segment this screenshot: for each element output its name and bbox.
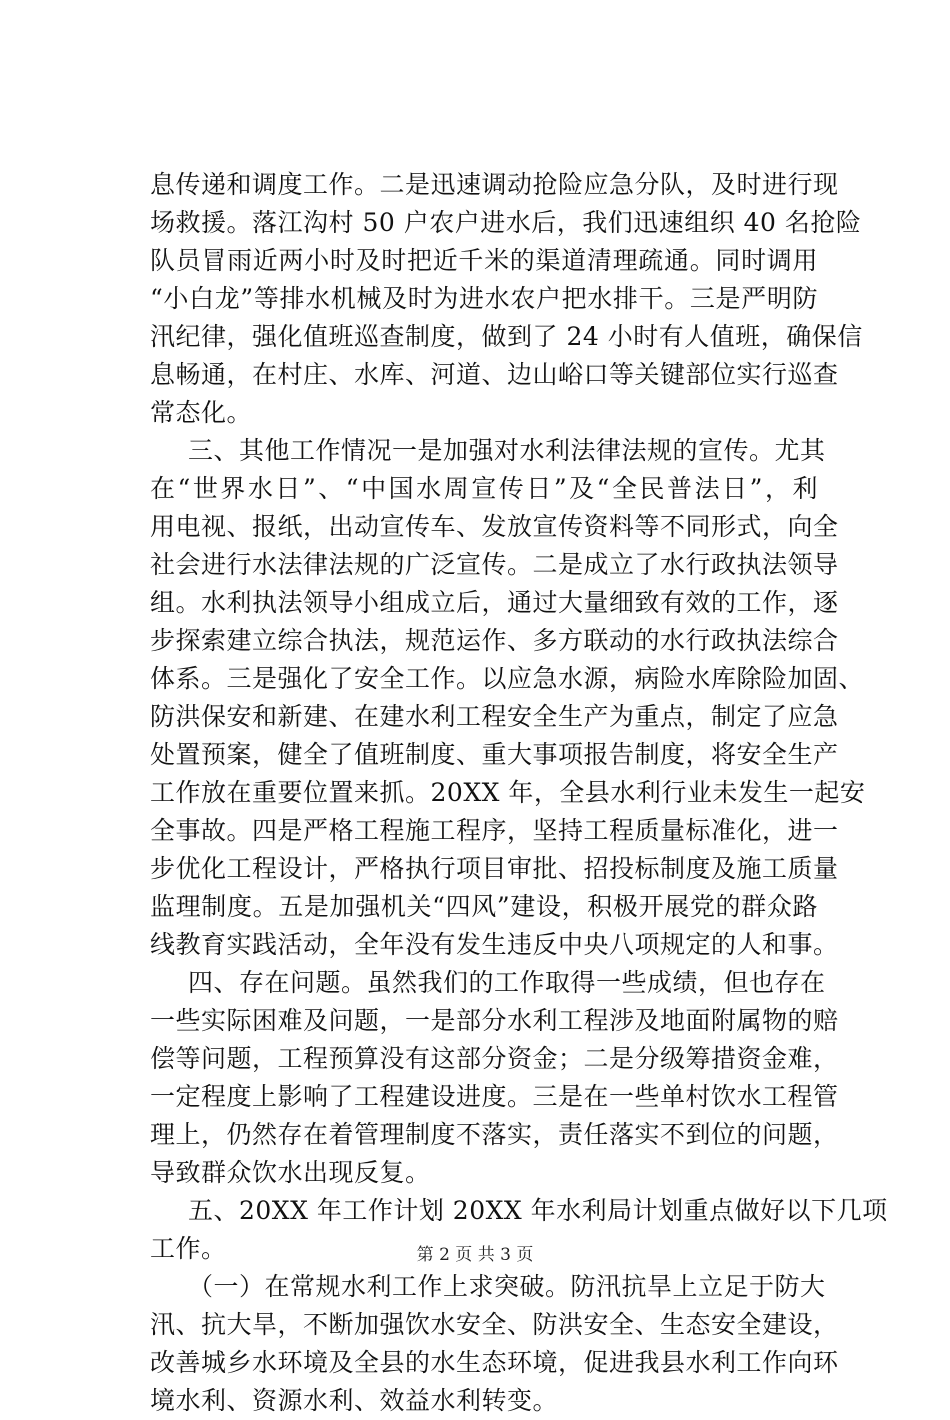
- text-line: 防洪保安和新建、在建水利工程安全生产为重点，制定了应急: [150, 702, 839, 731]
- text-line: 监理制度。五是加强机关“四风”建设，积极开展党的群众路: [150, 892, 818, 921]
- text-line: 理上，仍然存在着管理制度不落实，责任落实不到位的问题，: [150, 1120, 839, 1149]
- text-line: 工作。: [150, 1234, 227, 1263]
- text-line: 息传递和调度工作。二是迅速调动抢险应急分队，及时进行现: [150, 170, 839, 199]
- text-line: （一）在常规水利工作上求突破。防汛抗旱上立足于防大: [188, 1272, 826, 1301]
- text-line: 偿等问题，工程预算没有这部分资金；二是分级筹措资金难，: [150, 1044, 839, 1073]
- text-line: 步优化工程设计，严格执行项目审批、招投标制度及施工质量: [150, 854, 839, 883]
- text-line: 汛纪律，强化值班巡查制度，做到了 24 小时有人值班，确保信: [150, 322, 863, 351]
- text-line: 在“世界水日”、“中国水周宣传日”及“全民普法日”，利: [150, 474, 818, 503]
- text-line: 一定程度上影响了工程建设进度。三是在一些单村饮水工程管: [150, 1082, 839, 1111]
- text-line: 常态化。: [150, 398, 253, 427]
- text-line: 处置预案，健全了值班制度、重大事项报告制度，将安全生产: [150, 740, 839, 769]
- text-line: 工作放在重要位置来抓。20XX 年，全县水利行业未发生一起安: [150, 778, 866, 807]
- text-line: 社会进行水法律法规的广泛宣传。二是成立了水行政执法领导: [150, 550, 839, 579]
- text-line: 导致群众饮水出现反复。: [150, 1158, 431, 1187]
- text-line: 汛、抗大旱，不断加强饮水安全、防洪安全、生态安全建设，: [150, 1310, 839, 1339]
- text-line: 线教育实践活动，全年没有发生违反中央八项规定的人和事。: [150, 930, 839, 959]
- text-line: 四、存在问题。虽然我们的工作取得一些成绩，但也存在: [188, 968, 826, 997]
- page-footer: 第 2 页 共 3 页: [416, 1245, 534, 1265]
- text-line: 全事故。四是严格工程施工程序，坚持工程质量标准化，进一: [150, 816, 839, 845]
- text-line: 息畅通，在村庄、水库、河道、边山峪口等关键部位实行巡查: [150, 360, 839, 389]
- text-line: 改善城乡水环境及全县的水生态环境，促进我县水利工作向环: [150, 1348, 839, 1377]
- text-line: 三、其他工作情况一是加强对水利法律法规的宣传。尤其: [188, 436, 826, 465]
- document-body: [150, 166, 888, 1420]
- text-line: 场救援。落江沟村 50 户农户进水后，我们迅速组织 40 名抢险: [150, 208, 862, 237]
- text-line: 用电视、报纸，出动宣传车、发放宣传资料等不同形式，向全: [150, 512, 839, 541]
- text-line: 队员冒雨近两小时及时把近千米的渠道清理疏通。同时调用: [150, 246, 818, 275]
- text-line: 步探索建立综合执法，规范运作、多方联动的水行政执法综合: [150, 626, 839, 655]
- text-line: 组。水利执法领导小组成立后，通过大量细致有效的工作，逐: [150, 588, 839, 617]
- text-line: 体系。三是强化了安全工作。以应急水源，病险水库除险加固、: [150, 664, 865, 693]
- text-line: 境水利、资源水利、效益水利转变。: [150, 1386, 559, 1415]
- text-line: 五、20XX 年工作计划 20XX 年水利局计划重点做好以下几项: [188, 1196, 888, 1225]
- text-line: 一些实际困难及问题，一是部分水利工程涉及地面附属物的赔: [150, 1006, 839, 1035]
- text-line: “小白龙”等排水机械及时为进水农户把水排干。三是严明防: [150, 284, 818, 313]
